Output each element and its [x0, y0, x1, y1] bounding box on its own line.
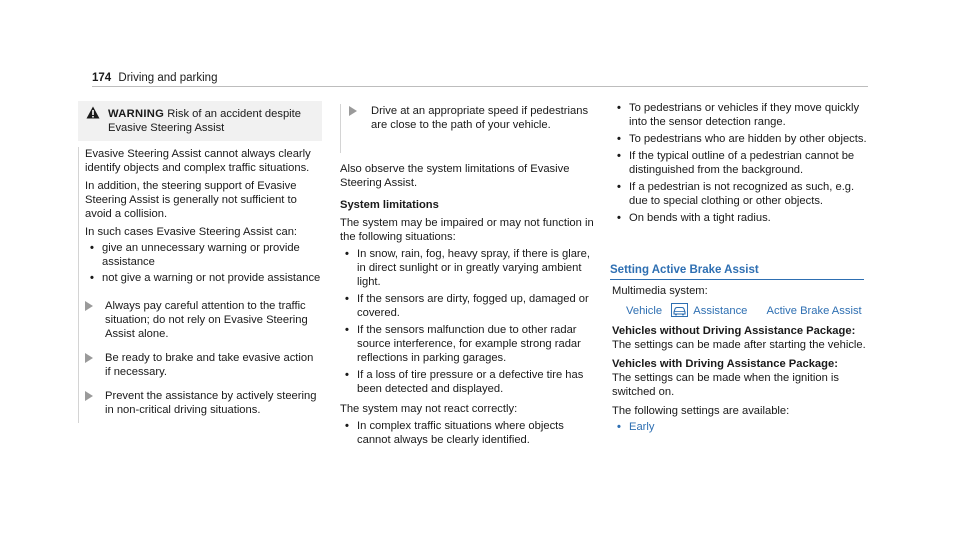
- warning-text: Risk of an accident despite Evasive Steering Assist: [108, 108, 301, 134]
- paragraph: The system may be impaired or may not function in the following situations:: [340, 217, 594, 243]
- instruction-text: Prevent the assistance by actively steering in non-critical driving situations.: [105, 390, 317, 416]
- paragraph: In such cases Evasive Steering Assist can:: [85, 226, 298, 238]
- paragraph: Also observe the system limitations of Evasive Steering Assist.: [340, 163, 570, 189]
- page-header: [92, 71, 217, 85]
- warning-label: WARNING: [108, 108, 165, 120]
- paragraph: [612, 324, 868, 352]
- column-2: [340, 104, 596, 447]
- menu-active-brake-link[interactable]: Active Brake Assist: [766, 305, 862, 317]
- list-item: • If the sensors are dirty, fogged up, damaged or covered.: [340, 292, 596, 320]
- column-3: [612, 101, 868, 225]
- column-1: [78, 101, 322, 423]
- paragraph: [612, 357, 868, 399]
- paragraph: In addition, the steering support of Evasive Steering Assist is generally not sufficient to avoid a collision.: [85, 180, 297, 220]
- instruction-step: [85, 351, 322, 379]
- page-number: 174: [92, 72, 112, 84]
- instruction-text: Always pay careful attention to the traffic situation; do not rely on Evasive Steering Assist alone.: [105, 300, 308, 340]
- instruction-text: Be ready to brake and take evasive action if necessary.: [105, 352, 314, 378]
- list-item: • On bends with a tight radius.: [612, 211, 868, 225]
- arrow-icon: [349, 106, 357, 116]
- paragraph: The system may not react correctly:: [340, 403, 518, 415]
- instruction-step: [85, 299, 322, 341]
- menu-path: [612, 303, 868, 318]
- menu-vehicle-link[interactable]: Vehicle: [626, 305, 663, 317]
- list-item: • In snow, rain, fog, heavy spray, if there is glare, in direct sunlight or in greatly varying ambient light.: [340, 247, 596, 289]
- section-heading: System limitations: [340, 199, 439, 211]
- without-package-heading: Vehicles without Driving Assistance Package:: [612, 325, 856, 337]
- warning-box: [78, 101, 322, 141]
- list-item: • In complex traffic situations where objects cannot always be clearly identified.: [340, 419, 596, 447]
- chapter-title: Driving and parking: [118, 72, 218, 84]
- arrow-icon: [85, 391, 93, 401]
- car-icon: [671, 303, 688, 317]
- list-item: • To pedestrians or vehicles if they move quickly into the sensor detection range.: [612, 101, 868, 129]
- list-item: • To pedestrians who are hidden by other objects.: [612, 132, 868, 146]
- with-package-heading: Vehicles with Driving Assistance Package:: [612, 358, 838, 370]
- list-item: • If the sensors malfunction due to other radar source interference, for example strong radar reflections in parking garages.: [340, 323, 596, 365]
- list-item: • not give a warning or not provide assistance: [85, 271, 322, 285]
- list-item: • If the typical outline of a pedestrian cannot be distinguished from the background.: [612, 149, 868, 177]
- active-brake-settings: [612, 284, 868, 434]
- paragraph: The following settings are available:: [612, 405, 790, 417]
- list-item: • give an unnecessary warning or provide assistance: [85, 241, 322, 269]
- instruction-text: Drive at an appropriate speed if pedestrians are close to the path of your vehicle.: [371, 105, 589, 131]
- setting-early-link[interactable]: • Early: [612, 420, 868, 434]
- arrow-icon: [85, 353, 93, 363]
- header-rule: [92, 86, 868, 87]
- warning-triangle-icon: [86, 106, 100, 119]
- list-item: • If a pedestrian is not recognized as such, e.g. due to special clothing or other objects.: [612, 180, 868, 208]
- without-package-text: The settings can be made after starting the vehicle.: [612, 339, 866, 351]
- instruction-step: [85, 389, 322, 423]
- with-package-text: The settings can be made when the ignition is switched on.: [612, 372, 839, 398]
- instruction-step: [340, 104, 596, 153]
- list-item: • If a loss of tire pressure or a defective tire has been detected and displayed.: [340, 368, 596, 396]
- paragraph: Evasive Steering Assist cannot always clearly identify objects and complex traffic situations.: [85, 148, 311, 174]
- arrow-icon: [85, 301, 93, 311]
- warning-body: [78, 147, 322, 423]
- multimedia-label: Multimedia system:: [612, 285, 708, 297]
- menu-assistance-link[interactable]: Assistance: [693, 305, 748, 317]
- section-title: Setting Active Brake Assist: [610, 263, 864, 280]
